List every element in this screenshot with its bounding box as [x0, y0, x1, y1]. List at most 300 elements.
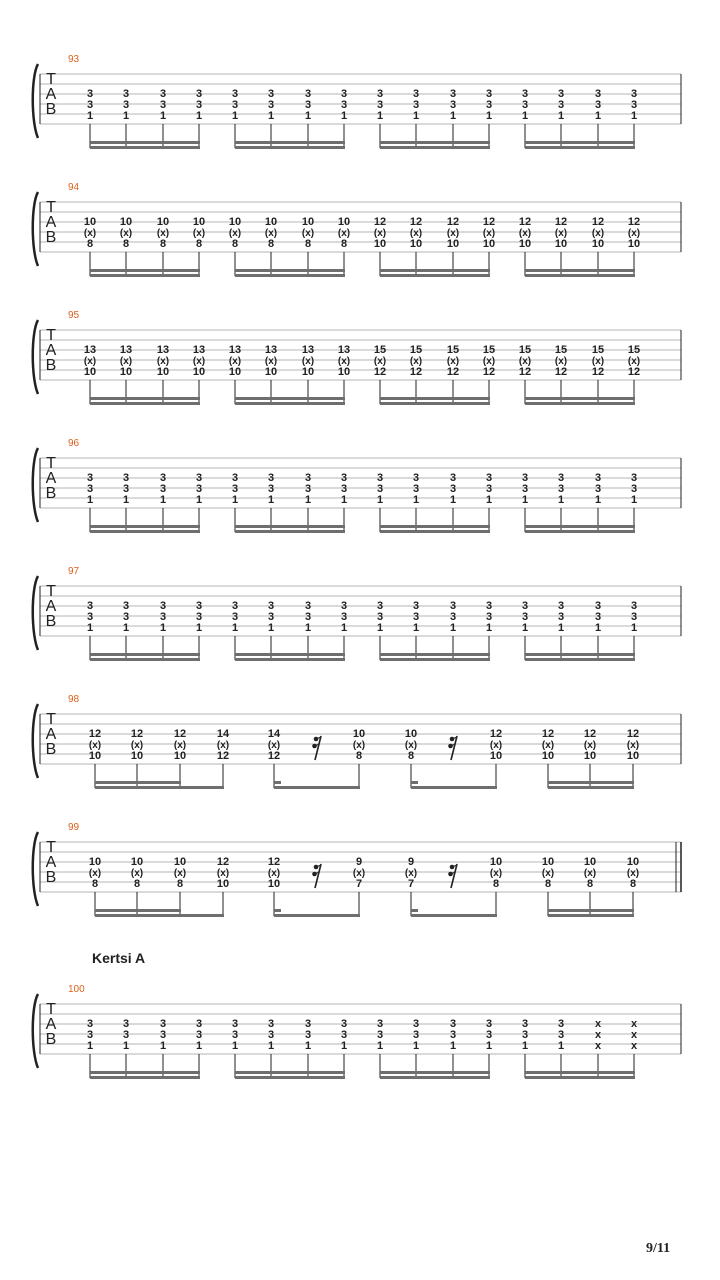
system-93 [33, 54, 681, 149]
fret-number: 12 [591, 216, 605, 228]
fret-number: 3 [231, 1029, 239, 1041]
fret-number: (x) [541, 740, 555, 751]
fret-number: 1 [376, 1040, 384, 1052]
fret-number: x [630, 1029, 638, 1041]
fret-number: 3 [557, 1029, 565, 1041]
fret-number: 12 [173, 728, 187, 740]
fret-number: 10 [337, 366, 351, 378]
fret-number: 1 [86, 1040, 94, 1052]
beam [380, 653, 490, 656]
fret-number: (x) [373, 356, 387, 367]
fret-number: 8 [122, 238, 130, 250]
fret-number: 15 [518, 344, 532, 356]
fret-number: 10 [591, 238, 605, 250]
fret-number: 3 [267, 88, 275, 100]
fret-number: 1 [376, 110, 384, 122]
fret-number: (x) [130, 740, 144, 751]
fret-number: 12 [216, 856, 230, 868]
fret-number: 3 [231, 611, 239, 623]
fret-number: 10 [583, 750, 597, 762]
fret-number: 8 [304, 238, 312, 250]
fret-number: x [594, 1040, 602, 1052]
fret-number: 3 [412, 483, 420, 495]
fret-number: 3 [630, 600, 638, 612]
fret-number: 3 [195, 483, 203, 495]
fret-number: 3 [304, 483, 312, 495]
fret-number: 3 [449, 88, 457, 100]
fret-number: 3 [304, 88, 312, 100]
fret-number: 3 [557, 99, 565, 111]
fret-number: 3 [412, 88, 420, 100]
fret-number: 3 [340, 611, 348, 623]
fret-number: 3 [86, 1029, 94, 1041]
measure-number: 96 [68, 438, 80, 449]
tab-letter: A [45, 598, 57, 615]
tab-letter: A [45, 214, 57, 231]
fret-number: 3 [122, 472, 130, 484]
fret-number: 3 [122, 99, 130, 111]
fret-number: 1 [594, 622, 602, 634]
fret-number: (x) [626, 740, 640, 751]
fret-number: 8 [267, 238, 275, 250]
fret-number: 1 [159, 622, 167, 634]
fret-number: (x) [627, 228, 641, 239]
fret-number: 1 [340, 622, 348, 634]
fret-number: 1 [557, 110, 565, 122]
fret-number: 7 [407, 878, 415, 890]
measure-number: 98 [68, 694, 80, 705]
beam [90, 397, 200, 400]
fret-number: 3 [630, 99, 638, 111]
fret-number: 1 [594, 494, 602, 506]
fret-number: 3 [231, 99, 239, 111]
fret-number: 13 [119, 344, 133, 356]
fret-number: 1 [122, 1040, 130, 1052]
tab-letter: B [45, 741, 57, 758]
fret-number: 10 [192, 366, 206, 378]
fret-number: 13 [264, 344, 278, 356]
beam [90, 141, 200, 144]
fret-number: 3 [159, 99, 167, 111]
fret-number: 3 [521, 1018, 529, 1030]
fret-number: (x) [119, 356, 133, 367]
fret-number: 8 [407, 750, 415, 762]
fret-number: 3 [412, 99, 420, 111]
fret-number: 3 [521, 600, 529, 612]
fret-number: 1 [159, 1040, 167, 1052]
fret-number: 3 [159, 611, 167, 623]
fret-number: (x) [301, 228, 315, 239]
fret-number: 15 [409, 344, 423, 356]
beam [90, 1071, 200, 1074]
beam [525, 525, 635, 528]
fret-number: (x) [554, 228, 568, 239]
sixteenth-rest [448, 736, 457, 760]
fret-number: 3 [594, 600, 602, 612]
fret-number: 3 [195, 600, 203, 612]
fret-number: 15 [554, 344, 568, 356]
page-number: 9/11 [646, 1241, 671, 1256]
fret-number: 1 [557, 622, 565, 634]
fret-number: 13 [83, 344, 97, 356]
fret-number: (x) [518, 228, 532, 239]
fret-number: (x) [583, 868, 597, 879]
fret-number: 3 [557, 1018, 565, 1030]
fret-number: 3 [376, 472, 384, 484]
fret-number: 10 [156, 366, 170, 378]
fret-number: 1 [449, 110, 457, 122]
fret-number: 3 [304, 611, 312, 623]
fret-number: 3 [557, 600, 565, 612]
tab-letter: T [46, 71, 56, 88]
beam [411, 786, 497, 789]
fret-number: (x) [88, 740, 102, 751]
tab-letter: A [45, 470, 57, 487]
beam [235, 274, 345, 277]
fret-number: 10 [130, 856, 144, 868]
beam [90, 1076, 200, 1079]
fret-number: 1 [521, 110, 529, 122]
fret-number: 3 [630, 483, 638, 495]
fret-number: (x) [482, 228, 496, 239]
fret-number: 15 [482, 344, 496, 356]
fret-number: 1 [267, 622, 275, 634]
fret-number: 13 [337, 344, 351, 356]
fret-number: 10 [83, 216, 97, 228]
fret-number: x [630, 1018, 638, 1030]
fret-number: 8 [86, 238, 94, 250]
fret-number: 3 [159, 472, 167, 484]
fret-number: (x) [83, 356, 97, 367]
fret-number: 12 [591, 366, 605, 378]
fret-number: 3 [412, 472, 420, 484]
fret-number: (x) [228, 356, 242, 367]
fret-number: (x) [626, 868, 640, 879]
fret-number: 1 [195, 622, 203, 634]
fret-number: 1 [159, 110, 167, 122]
fret-number: (x) [267, 740, 281, 751]
tab-letter: A [45, 726, 57, 743]
fret-number: x [594, 1018, 602, 1030]
fret-number: x [594, 1029, 602, 1041]
fret-number: 15 [627, 344, 641, 356]
fret-number: 1 [86, 622, 94, 634]
beam-stub [274, 909, 281, 912]
fret-number: 3 [485, 1018, 493, 1030]
fret-number: 3 [195, 99, 203, 111]
fret-number: 3 [449, 99, 457, 111]
fret-number: (x) [352, 868, 366, 879]
system-bracket [33, 320, 38, 394]
measure-number: 95 [68, 310, 80, 321]
fret-number: 15 [591, 344, 605, 356]
fret-number: (x) [518, 356, 532, 367]
fret-number: 13 [156, 344, 170, 356]
fret-number: (x) [228, 228, 242, 239]
fret-number: 3 [376, 1029, 384, 1041]
tab-letter: B [45, 613, 57, 630]
fret-number: (x) [446, 356, 460, 367]
fret-number: 3 [340, 1018, 348, 1030]
beam [548, 781, 634, 784]
fret-number: 10 [88, 856, 102, 868]
system-96 [33, 438, 681, 533]
fret-number: 15 [373, 344, 387, 356]
fret-number: 10 [583, 856, 597, 868]
fret-number: 10 [482, 238, 496, 250]
beam [274, 786, 360, 789]
fret-number: 10 [373, 238, 387, 250]
beam [90, 274, 200, 277]
fret-number: 10 [404, 728, 418, 740]
fret-number: (x) [88, 868, 102, 879]
fret-number: (x) [173, 868, 187, 879]
fret-number: 3 [340, 99, 348, 111]
tab-letter: B [45, 1031, 57, 1048]
system-bracket [33, 704, 38, 778]
fret-number: 3 [267, 1018, 275, 1030]
fret-number: 1 [521, 494, 529, 506]
beam [90, 402, 200, 405]
fret-number: 8 [586, 878, 594, 890]
fret-number: 3 [485, 88, 493, 100]
fret-number: 3 [195, 1018, 203, 1030]
fret-number: 1 [485, 110, 493, 122]
fret-number: 3 [630, 88, 638, 100]
fret-number: 8 [195, 238, 203, 250]
fret-number: 1 [630, 110, 638, 122]
fret-number: 3 [267, 611, 275, 623]
beam [235, 653, 345, 656]
fret-number: 12 [627, 216, 641, 228]
fret-number: 3 [557, 472, 565, 484]
fret-number: (x) [267, 868, 281, 879]
fret-number: 12 [88, 728, 102, 740]
fret-number: 3 [304, 1018, 312, 1030]
fret-number: 3 [376, 88, 384, 100]
fret-number: 3 [304, 1029, 312, 1041]
fret-number: 3 [557, 611, 565, 623]
fret-number: 3 [195, 1029, 203, 1041]
fret-number: (x) [482, 356, 496, 367]
fret-number: 3 [122, 600, 130, 612]
beam [235, 525, 345, 528]
fret-number: 3 [304, 99, 312, 111]
beam [380, 1076, 490, 1079]
fret-number: 3 [594, 472, 602, 484]
fret-number: 12 [518, 216, 532, 228]
beam [274, 914, 360, 917]
fret-number: 1 [195, 494, 203, 506]
fret-number: 12 [130, 728, 144, 740]
fret-number: (x) [156, 356, 170, 367]
fret-number: 12 [373, 366, 387, 378]
fret-number: 12 [216, 750, 230, 762]
fret-number: 10 [301, 216, 315, 228]
fret-number: 3 [86, 611, 94, 623]
fret-number: (x) [216, 740, 230, 751]
fret-number: 7 [355, 878, 363, 890]
fret-number: 12 [482, 366, 496, 378]
fret-number: 1 [449, 494, 457, 506]
fret-number: 1 [304, 622, 312, 634]
fret-number: 3 [485, 600, 493, 612]
beam [411, 914, 497, 917]
fret-number: 1 [86, 110, 94, 122]
fret-number: 1 [340, 494, 348, 506]
fret-number: 10 [541, 750, 555, 762]
fret-number: 12 [482, 216, 496, 228]
fret-number: 3 [159, 483, 167, 495]
fret-number: 12 [554, 216, 568, 228]
fret-number: (x) [352, 740, 366, 751]
fret-number: 3 [86, 88, 94, 100]
fret-number: 1 [630, 494, 638, 506]
tab-letter: B [45, 229, 57, 246]
fret-number: 3 [122, 483, 130, 495]
fret-number: 1 [231, 110, 239, 122]
beam [235, 269, 345, 272]
tab-letter: A [45, 854, 57, 871]
beam [380, 658, 490, 661]
fret-number: 3 [630, 472, 638, 484]
tab-letter: B [45, 485, 57, 502]
fret-number: 3 [340, 483, 348, 495]
fret-number: x [630, 1040, 638, 1052]
beam [235, 530, 345, 533]
fret-number: 3 [376, 99, 384, 111]
tab-letter: T [46, 583, 56, 600]
fret-number: 8 [133, 878, 141, 890]
fret-number: 8 [355, 750, 363, 762]
fret-number: 10 [301, 366, 315, 378]
fret-number: 10 [489, 856, 503, 868]
fret-number: 1 [630, 622, 638, 634]
fret-number: 3 [485, 611, 493, 623]
fret-number: 10 [173, 750, 187, 762]
fret-number: 1 [485, 494, 493, 506]
tab-letter: B [45, 869, 57, 886]
tab-letter: A [45, 342, 57, 359]
system-bracket [33, 994, 38, 1068]
fret-number: 12 [489, 728, 503, 740]
fret-number: 3 [594, 611, 602, 623]
fret-number: 10 [228, 366, 242, 378]
fret-number: (x) [337, 228, 351, 239]
fret-number: 10 [554, 238, 568, 250]
fret-number: 12 [446, 216, 460, 228]
tab-letter: T [46, 839, 56, 856]
beam [90, 653, 200, 656]
fret-number: 3 [412, 1029, 420, 1041]
fret-number: 1 [412, 110, 420, 122]
fret-number: 8 [91, 878, 99, 890]
beam [380, 397, 490, 400]
fret-number: 3 [122, 1029, 130, 1041]
beam [548, 914, 634, 917]
fret-number: 3 [86, 1018, 94, 1030]
fret-number: 1 [485, 622, 493, 634]
fret-number: 3 [340, 472, 348, 484]
beam-stub [274, 781, 281, 784]
system-bracket [33, 832, 38, 906]
beam [525, 1076, 635, 1079]
fret-number: 1 [521, 1040, 529, 1052]
fret-number: 12 [626, 728, 640, 740]
system-97 [33, 566, 681, 661]
fret-number: 1 [159, 494, 167, 506]
fret-number: 1 [557, 1040, 565, 1052]
fret-number: 9 [407, 856, 415, 868]
fret-number: 1 [267, 110, 275, 122]
fret-number: 3 [231, 88, 239, 100]
beam [525, 274, 635, 277]
fret-number: 10 [518, 238, 532, 250]
beam [95, 781, 181, 784]
fret-number: (x) [264, 356, 278, 367]
beam [525, 1071, 635, 1074]
fret-number: 1 [485, 1040, 493, 1052]
fret-number: 10 [627, 238, 641, 250]
fret-number: 3 [267, 483, 275, 495]
tab-letter: T [46, 327, 56, 344]
beam [380, 146, 490, 149]
fret-number: 10 [228, 216, 242, 228]
fret-number: 9 [355, 856, 363, 868]
fret-number: 10 [267, 878, 281, 890]
fret-number: 3 [86, 472, 94, 484]
fret-number: 3 [449, 600, 457, 612]
fret-number: 1 [122, 622, 130, 634]
fret-number: (x) [554, 356, 568, 367]
beam [525, 269, 635, 272]
fret-number: 12 [627, 366, 641, 378]
fret-number: 3 [376, 600, 384, 612]
fret-number: (x) [591, 356, 605, 367]
fret-number: 10 [626, 856, 640, 868]
fret-number: 3 [231, 1018, 239, 1030]
fret-number: (x) [156, 228, 170, 239]
fret-number: 3 [521, 88, 529, 100]
beam [525, 530, 635, 533]
fret-number: 1 [267, 494, 275, 506]
fret-number: 3 [376, 1018, 384, 1030]
fret-number: 3 [195, 611, 203, 623]
fret-number: 3 [195, 88, 203, 100]
fret-number: 10 [156, 216, 170, 228]
fret-number: 12 [373, 216, 387, 228]
fret-number: 3 [557, 88, 565, 100]
fret-number: 1 [340, 110, 348, 122]
fret-number: 13 [301, 344, 315, 356]
fret-number: 10 [409, 238, 423, 250]
fret-number: (x) [541, 868, 555, 879]
fret-number: 1 [304, 110, 312, 122]
fret-number: (x) [409, 356, 423, 367]
fret-number: 1 [122, 110, 130, 122]
beam [525, 141, 635, 144]
fret-number: 14 [216, 728, 230, 740]
beam [380, 269, 490, 272]
fret-number: (x) [404, 740, 418, 751]
system-bracket [33, 192, 38, 266]
fret-number: 1 [412, 1040, 420, 1052]
fret-number: 10 [541, 856, 555, 868]
fret-number: 3 [340, 1029, 348, 1041]
fret-number: 12 [267, 856, 281, 868]
fret-number: 8 [492, 878, 500, 890]
measure-number: 93 [68, 54, 80, 65]
